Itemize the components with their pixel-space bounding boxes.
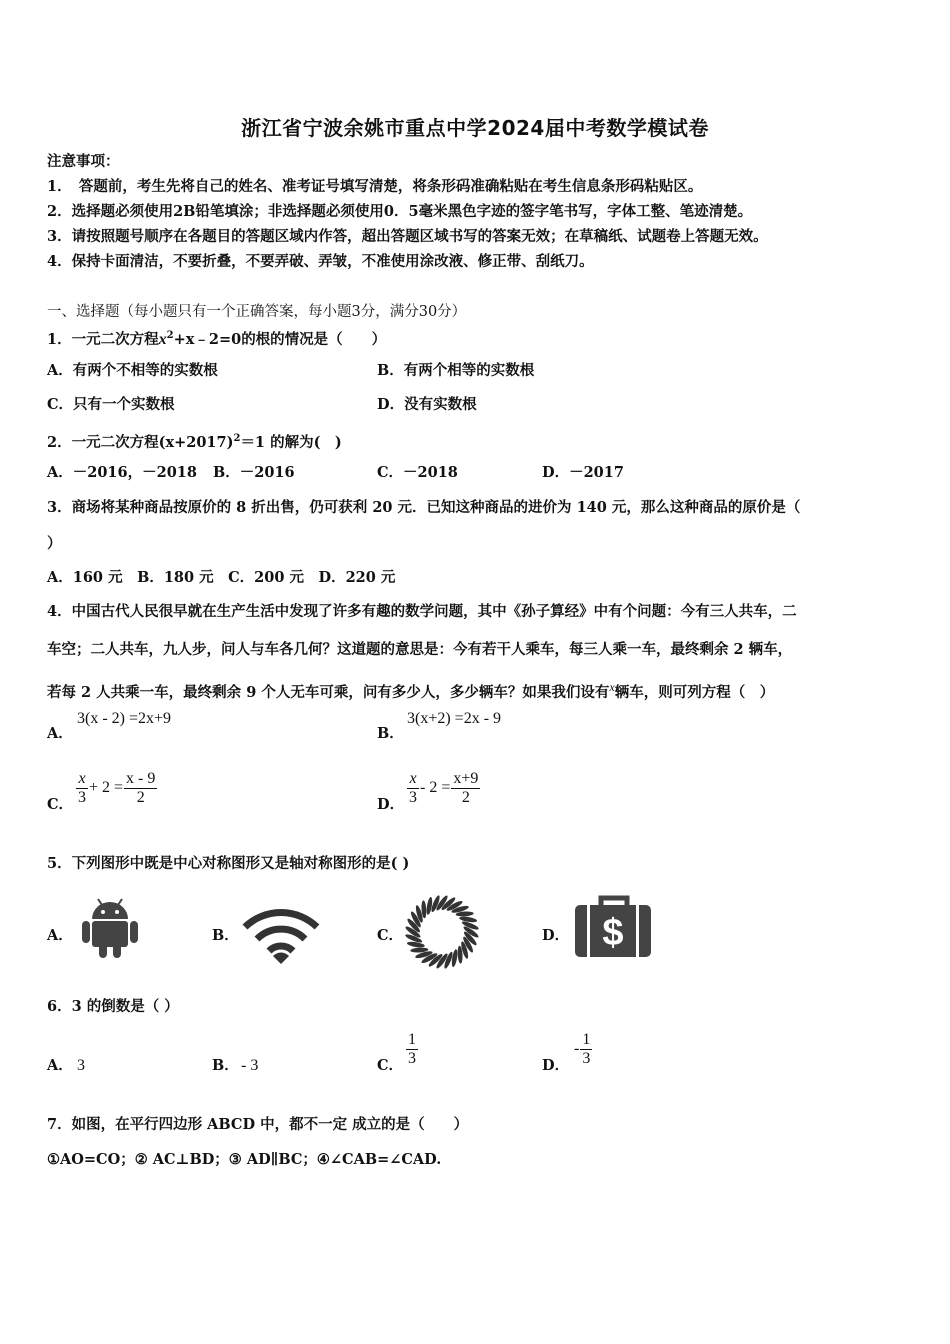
q5-option-b-label[interactable]: B． <box>212 927 239 944</box>
question-4-stem: 车空；二人共车，九人步，问人与车各几何？这道题的意思是：今有若干人乘车，每三人乘一车，最终剩余 2 辆车， <box>47 641 793 658</box>
q1-option-c[interactable]: C．只有一个实数根 <box>47 396 175 413</box>
q5-option-c-label[interactable]: C． <box>377 927 404 944</box>
q4-option-d-label[interactable]: D． <box>377 796 405 813</box>
q2-option-b[interactable]: B．－2016 <box>213 464 295 481</box>
q1-option-d[interactable]: D．没有实数根 <box>377 396 477 413</box>
q6-option-a-label[interactable]: A． <box>47 1057 73 1074</box>
q4-option-b-equation: 3(x+2) =2x - 9 <box>407 710 502 727</box>
sunburst-petal <box>459 916 478 924</box>
q6-option-b-value: - 3 <box>241 1057 259 1074</box>
sunburst-petal <box>407 941 426 949</box>
notice-item: 2．选择题必须使用2B铅笔填涂；非选择题必须使用0．5毫米黑色字迹的签字笔书写，字体工整、笔迹清楚。 <box>47 203 753 220</box>
question-7-stem: 7．如图，在平行四边形 ABCD 中，都不一定 成立的是（ ） <box>47 1116 469 1133</box>
q6-option-c-value: $\frac{1}{3}$ <box>408 1031 416 1067</box>
notice-heading: 注意事项： <box>47 153 120 170</box>
q4-option-a-label[interactable]: A． <box>47 725 73 742</box>
notice-item: 3．请按照题号顺序在各题目的答题区域内作答，超出答题区域书写的答案无效；在草稿纸、试题卷上答题无效。 <box>47 228 768 245</box>
q4-option-d-equation: $\frac{x}{3}$ - 2 = $\frac{x+9}{2}$ <box>409 770 479 806</box>
question-2-stem: 2．一元二次方程$(x+2017)^2=1$ 的解为( ) <box>47 433 342 451</box>
question-1-stem: 1．一元二次方程$x^2+x﹣2=0$的根的情况是（ ） <box>47 330 387 348</box>
q6-option-a-value: 3 <box>77 1057 85 1074</box>
q4-option-a-equation: 3(x - 2) =2x+9 <box>77 710 172 727</box>
question-4-stem: 4．中国古代人民很早就在生产生活中发现了许多有趣的数学问题，其中《孙子算经》中有个问题：今有三人共车，二 <box>47 603 797 620</box>
sunburst-petal <box>451 949 459 968</box>
wifi-icon <box>240 903 322 965</box>
section-heading: 一、选择题（每小题只有一个正确答案，每小题3分，满分30分） <box>47 304 467 320</box>
q1-option-a[interactable]: A．有两个不相等的实数根 <box>47 362 218 379</box>
q4-option-b-label[interactable]: B． <box>377 725 404 742</box>
q2-option-a[interactable]: A．－2016，－2018 <box>47 464 197 481</box>
q3-options[interactable]: A．160 元 B．180 元 C．200 元 D．220 元 <box>47 569 396 586</box>
q2-option-c[interactable]: C．－2018 <box>377 464 458 481</box>
q4-option-c-equation: $\frac{x}{3}$ + 2 = $\frac{x - 9}{2}$ <box>78 770 156 806</box>
question-3-stem-end: ） <box>47 535 62 552</box>
question-4-stem: 若每 2 人共乘一车，最终剩余 9 个人无车可乘，问有多少人，多少辆车？如果我们设有$^x$辆车，则可列方程（ ） <box>47 680 775 701</box>
question-7-conditions: ①AO=CO；② AC⊥BD；③ AD∥BC；④∠CAB=∠CAD. <box>47 1151 442 1168</box>
q1-option-b[interactable]: B．有两个相等的实数根 <box>377 362 535 379</box>
page-title: 浙江省宁波余姚市重点中学2024届中考数学模试卷 <box>241 116 709 140</box>
q4-option-c-label[interactable]: C． <box>47 796 74 813</box>
dollar-briefcase-icon <box>573 893 655 959</box>
notice-item: 4．保持卡面清洁，不要折叠，不要弄破、弄皱，不准使用涂改液、修正带、刮纸刀。 <box>47 253 594 270</box>
q2-option-d[interactable]: D．－2017 <box>542 464 624 481</box>
q6-option-b-label[interactable]: B． <box>212 1057 239 1074</box>
question-3-stem: 3．商场将某种商品按原价的 8 折出售，仍可获利 20 元．已知这种商品的进价为 140 元，那么这种商品的原价是（ <box>47 499 801 516</box>
q5-option-d-label[interactable]: D． <box>542 927 570 944</box>
question-5-stem: 5．下列图形中既是中心对称图形又是轴对称图形的是( ) <box>47 855 410 872</box>
question-6-stem: 6．3 的倒数是（ ） <box>47 998 179 1015</box>
sunburst-icon <box>402 893 482 971</box>
q6-option-d-label[interactable]: D． <box>542 1057 570 1074</box>
notice-item: 1． 答题前，考生先将自己的姓名、准考证号填写清楚，将条形码准确粘贴在考生信息条形码粘贴区。 <box>47 178 703 195</box>
sunburst-petal <box>426 897 434 916</box>
q6-option-d-value: - $\frac{1}{3}$ <box>574 1031 591 1067</box>
q5-option-a-label[interactable]: A． <box>47 927 73 944</box>
q6-option-c-label[interactable]: C． <box>377 1057 404 1074</box>
android-icon <box>80 893 140 959</box>
svg-text:$: $ <box>602 912 624 954</box>
